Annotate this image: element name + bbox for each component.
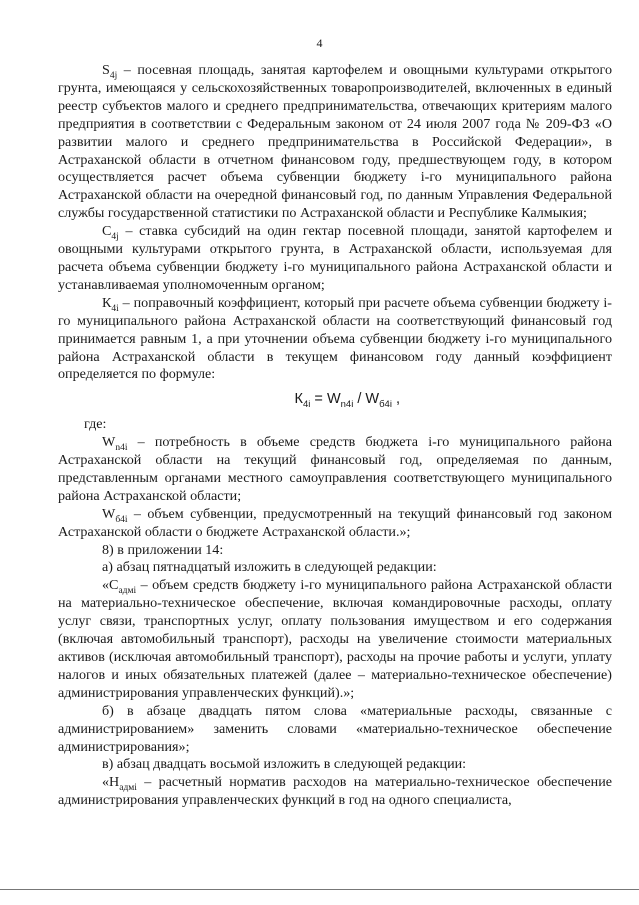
symbol: W [102, 505, 116, 522]
paragraph-text: – поправочный коэффициент, который при расчете объема субвенции бюджету i-го муниципального района Астраханской области на соответствующий финансовый год принимается равным 1, а при уточнении объема субвенции бюджету i-го муниципального района Астраханской области в текущем финансовом году данный коэффициент определяется по формуле: [58, 294, 612, 383]
symbol: W [102, 434, 116, 451]
symbol-subscript: б4i [115, 514, 128, 525]
paragraph-item-v: в) абзац двадцать восьмой изложить в следующей редакции: [102, 756, 467, 773]
paragraph-text: – расчетный норматив расходов на материально-техническое обеспечение администрирования управленческих функций в год на одного специалиста, [58, 774, 612, 809]
symbol: С [102, 223, 112, 240]
symbol: «Н [102, 774, 120, 791]
formula: $К_{4i} = W_{n4i} / W_{б4i}$ , [294, 391, 400, 411]
paragraph-item-a: а) абзац пятнадцатый изложить в следующей редакции: [102, 559, 437, 576]
symbol-subscript: 4j [109, 70, 118, 81]
paragraph-text: – объем средств бюджету i-го муниципального района Астраханской области на материально-техническое обеспечение, включая командировочные расходы, оплату услуг связи, транспортных услуг, оплату пользования имуществом и его содержания (включая автомобильный транспорт), расходы на увеличение стоимости материальных активов (исключая автомобильный транспорт), расходы на прочие работы и услуги, уплату налогов и иных обязательных платежей (далее – материально-техническое обеспечение) администрирования управленческих функций).»; [58, 577, 612, 701]
paragraph-c-adm [58, 577, 612, 702]
symbol-subscript: 4i [111, 303, 119, 314]
symbol-subscript: n4i [115, 442, 128, 453]
symbol-subscript: адмi [119, 783, 137, 794]
symbol: «С [102, 577, 119, 594]
paragraph-c4j [58, 223, 612, 295]
paragraph-n-adm [58, 774, 612, 810]
page-bottom-divider [0, 889, 639, 890]
paragraph-wb4i [58, 506, 612, 542]
paragraph-text: – потребность в объеме средств бюджета i-го муниципального района Астраханской области на текущий финансовый год, определяемая по данным, представленным органами местного самоуправления соответствующего муниципального района Астраханской области; [58, 434, 612, 504]
paragraph-text: – ставка субсидий на один гектар посевной площади, занятой картофелем и овощными культурами открытого грунта, в Астраханской области, используемая для расчета объема субвенции бюджету i-го муниципального района Астраханской области и устанавливаемая уполномоченным органом; [58, 223, 612, 293]
paragraph-wn4i [58, 434, 612, 506]
symbol: К [102, 294, 112, 311]
symbol: S [102, 62, 110, 78]
symbol-subscript: адмi [118, 586, 137, 597]
symbol-subscript: 4j [111, 231, 119, 242]
document-body [58, 62, 612, 810]
where-label: где: [84, 416, 107, 433]
paragraph-item-b: б) в абзаце двадцать пятом слова «материальные расходы, связанные с администрированием» заменить словами «материально-техническое обеспечение администрирования»; [58, 702, 612, 755]
paragraph-text: – посевная площадь, занятая картофелем и овощными культурами открытого грунта, имеющаяся у сельскохозяйственных товаропроизводителей, включенных в единый реестр субъектов малого и среднего предпринимательства, отвечающих критериям малого предприятия в соответствии с Федеральным законом от 24 июля 2007 года № 209-ФЗ «О развитии малого и среднего предпринимательства в Российской Федерации», в Астраханской области в отчетном финансовом году, предшествующем году, в котором осуществляется расчет объема субвенции бюджету i-го муниципального района Астраханской области на очередной финансовый год, по данным Управления Федеральной службы государственной статистики по Астраханской области и Республике Калмыкия; [58, 62, 612, 222]
paragraph-text: – объем субвенции, предусмотренный на текущий финансовый год законом Астраханской области о бюджете Астраханской области.»; [58, 505, 612, 540]
paragraph-item-8: 8) в приложении 14: [102, 541, 224, 558]
paragraph-k4i [58, 295, 612, 385]
paragraph-s4j [58, 62, 612, 223]
page-number: 4 [316, 36, 323, 50]
